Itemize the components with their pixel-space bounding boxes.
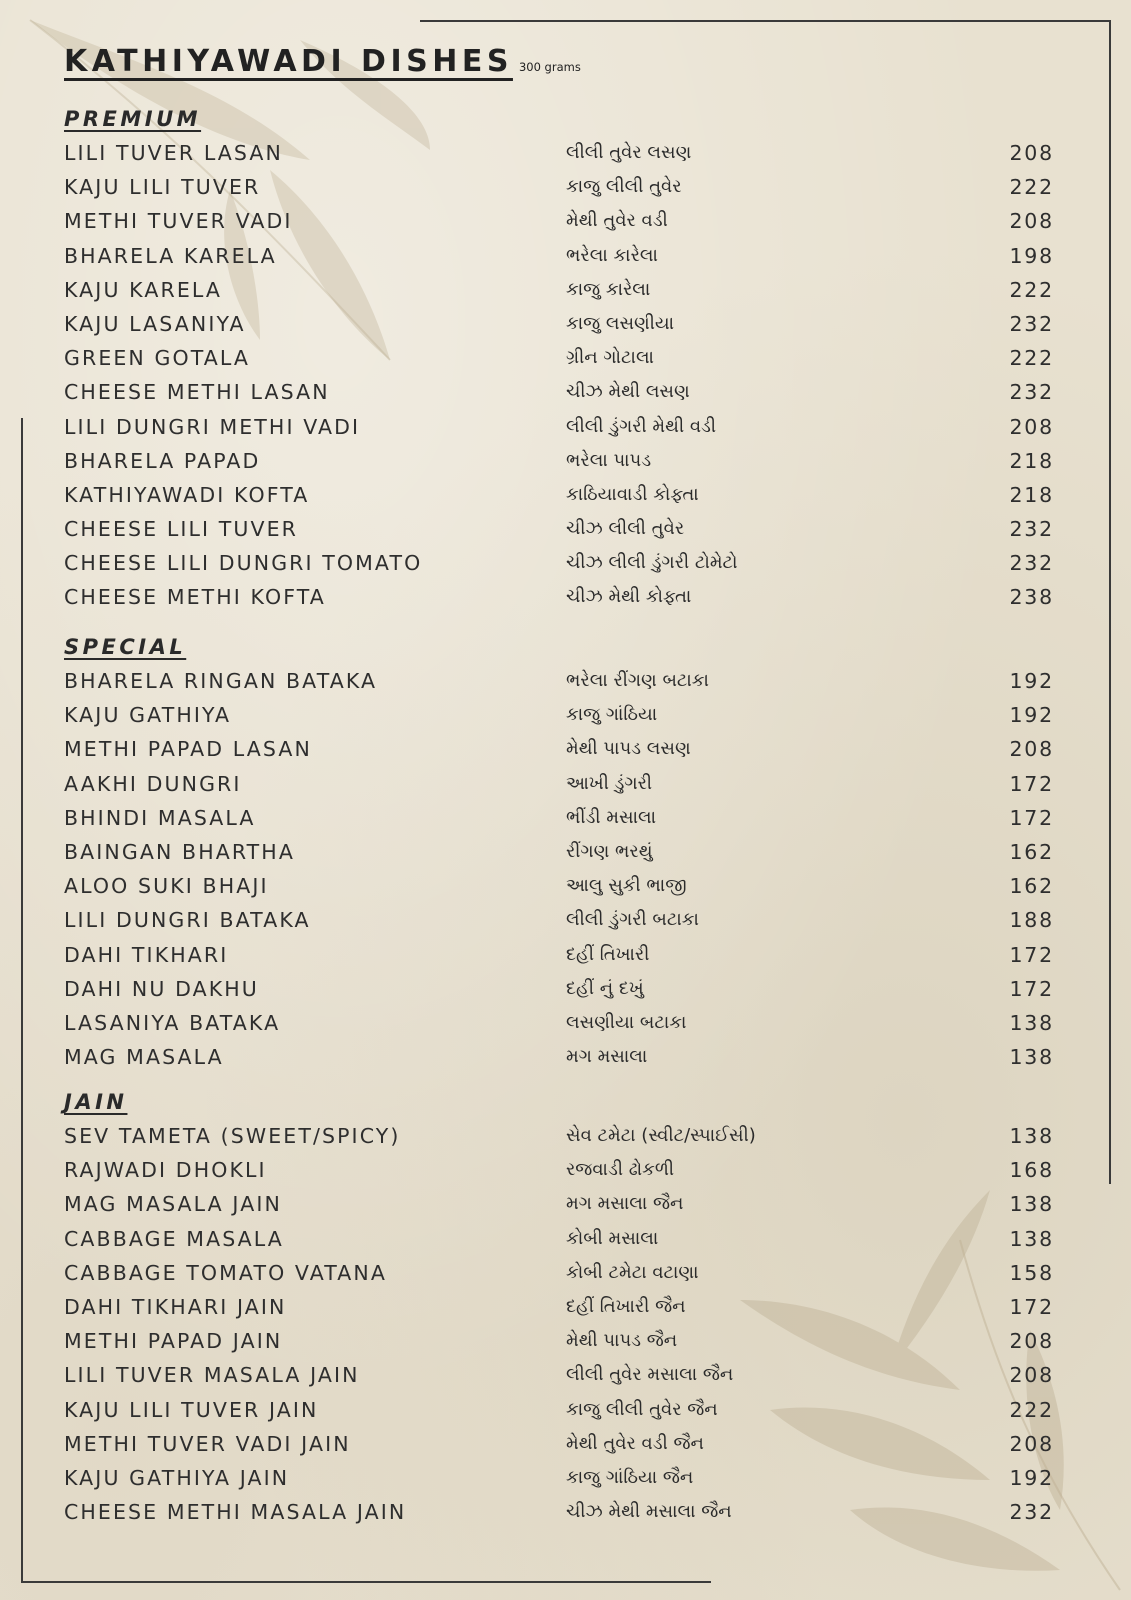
dish-name-gujarati: સેવ ટમેટા (સ્વીટ/સ્પાઈસી)	[566, 1125, 756, 1146]
menu-item-row	[64, 1358, 1054, 1392]
dish-name-gujarati: રજવાડી ઢોકળી	[566, 1159, 675, 1181]
menu-header	[64, 44, 581, 79]
dish-price: 188	[1009, 908, 1054, 933]
dish-name: BAINGAN BHARTHA	[64, 839, 295, 864]
section-title: SPECIAL	[64, 635, 187, 659]
dish-price: 192	[1009, 703, 1054, 728]
dish-price: 208	[1009, 1431, 1054, 1456]
dish-name-gujarati: ગ્રીન ગોટાલા	[566, 347, 654, 369]
frame-line-bottom	[21, 1581, 711, 1583]
dish-name: DAHI TIKHARI	[64, 942, 229, 967]
dish-price: 218	[1009, 482, 1054, 507]
dish-name-gujarati: ચીઝ લીલી ડુંગરી ટોમેટો	[566, 552, 738, 574]
page-title: KATHIYAWADI DISHES	[64, 44, 513, 79]
frame-line-right	[1109, 20, 1111, 1184]
menu-item-row	[64, 307, 1054, 341]
dish-name-gujarati: લસણીયા બટાકા	[566, 1011, 687, 1033]
menu-item-row	[64, 1393, 1054, 1427]
dish-name: KAJU KARELA	[64, 277, 222, 302]
dish-price: 208	[1009, 209, 1054, 234]
menu-item-row	[64, 410, 1054, 444]
dish-price: 238	[1009, 585, 1054, 610]
menu-item-row	[64, 580, 1054, 614]
dish-name: METHI TUVER VADI	[64, 209, 293, 234]
dish-name-gujarati: દહીં તિખારી જૈન	[566, 1295, 686, 1317]
dish-price: 162	[1009, 874, 1054, 899]
section-premium	[64, 102, 1054, 615]
menu-item-row	[64, 869, 1054, 903]
dish-name-gujarati: મગ મસાલા જૈન	[566, 1193, 684, 1215]
dish-name: KAJU LILI TUVER JAIN	[64, 1397, 319, 1422]
dish-price: 208	[1009, 414, 1054, 439]
dish-name-gujarati: ચીઝ મેથી મસાલા જૈન	[566, 1501, 732, 1523]
dish-name-gujarati: કાજુ કારેલા	[566, 278, 651, 300]
dish-price: 172	[1009, 976, 1054, 1001]
menu-item-row	[64, 375, 1054, 409]
dish-price: 208	[1009, 141, 1054, 165]
dish-price: 192	[1009, 669, 1054, 693]
dish-name: METHI PAPAD JAIN	[64, 1329, 283, 1354]
dish-name-gujarati: મેથી તુવેર વડી	[566, 210, 668, 232]
dish-name: KAJU LILI TUVER	[64, 175, 261, 200]
dish-name-gujarati: ચીઝ મેથી લસણ	[566, 381, 690, 403]
dish-name-gujarati: મગ મસાલા	[566, 1046, 648, 1068]
dish-name-gujarati: કાજુ ગાંઠિયા	[566, 704, 658, 726]
menu-item-row	[64, 972, 1054, 1006]
menu-item-row	[64, 1222, 1054, 1256]
dish-price: 198	[1009, 243, 1054, 268]
dish-price: 138	[1009, 1010, 1054, 1035]
dish-name-gujarati: દહીં તિખારી	[566, 943, 650, 965]
dish-name: KATHIYAWADI KOFTA	[64, 482, 310, 507]
dish-name-gujarati: લીલી તુવેર લસણ	[566, 142, 692, 163]
menu-item-row	[64, 1495, 1054, 1529]
section-jain	[64, 1085, 1054, 1529]
menu-item-row	[64, 835, 1054, 869]
menu-item-row	[64, 478, 1054, 512]
dish-name-gujarati: કોબી મસાલા	[566, 1227, 659, 1249]
dish-name: DAHI NU DAKHU	[64, 976, 259, 1001]
dish-name: BHARELA PAPAD	[64, 448, 261, 473]
dish-name-gujarati: ચીઝ લીલી તુવેર	[566, 518, 685, 540]
dish-name-gujarati: કાઠિયાવાડી કોફ્તા	[566, 483, 699, 505]
dish-price: 158	[1009, 1260, 1054, 1285]
menu-item-row	[64, 546, 1054, 580]
menu-item-row	[64, 1461, 1054, 1495]
dish-name: METHI TUVER VADI JAIN	[64, 1431, 351, 1456]
dish-name: MAG MASALA	[64, 1045, 224, 1070]
dish-name: DAHI TIKHARI JAIN	[64, 1294, 287, 1319]
menu-item-row	[64, 170, 1054, 204]
dish-name-gujarati: ભરેલા કારેલા	[566, 244, 658, 266]
dish-name-gujarati: મેથી પાપડ જૈન	[566, 1330, 678, 1352]
dish-name: LILI TUVER MASALA JAIN	[64, 1363, 360, 1388]
dish-name: CABBAGE TOMATO VATANA	[64, 1260, 387, 1285]
dish-name: LILI DUNGRI BATAKA	[64, 908, 311, 933]
dish-price: 222	[1009, 1397, 1054, 1422]
menu-item-row	[64, 204, 1054, 238]
menu-item-row	[64, 1256, 1054, 1290]
dish-name: KAJU LASANIYA	[64, 311, 246, 336]
menu-item-row	[64, 1119, 1054, 1153]
dish-name: CABBAGE MASALA	[64, 1226, 284, 1251]
menu-item-row	[64, 1324, 1054, 1358]
dish-name: CHEESE LILI TUVER	[64, 517, 299, 542]
dish-name-gujarati: કાજુ લીલી તુવેર	[566, 176, 682, 198]
dish-price: 232	[1009, 1500, 1054, 1525]
dish-price: 172	[1009, 771, 1054, 796]
dish-name: LASANIYA BATAKA	[64, 1010, 281, 1035]
dish-name-gujarati: કાજુ લસણીયા	[566, 312, 675, 334]
menu-item-row	[64, 1006, 1054, 1040]
dish-name: BHINDI MASALA	[64, 805, 256, 830]
menu-item-row	[64, 136, 1054, 170]
menu-item-row	[64, 664, 1054, 698]
menu-item-row	[64, 1290, 1054, 1324]
dish-price: 192	[1009, 1465, 1054, 1490]
dish-name: CHEESE LILI DUNGRI TOMATO	[64, 551, 423, 576]
dish-price: 208	[1009, 1329, 1054, 1354]
portion-weight: 300 grams	[518, 60, 581, 74]
dish-price: 138	[1009, 1192, 1054, 1217]
dish-name-gujarati: કોબી ટમેટા વટાણા	[566, 1261, 699, 1283]
dish-name-gujarati: ભરેલા પાપડ	[566, 449, 652, 471]
dish-name: KAJU GATHIYA JAIN	[64, 1465, 290, 1490]
dish-price: 232	[1009, 311, 1054, 336]
menu-item-row	[64, 273, 1054, 307]
dish-price: 232	[1009, 380, 1054, 405]
dish-price: 172	[1009, 942, 1054, 967]
dish-name: SEV TAMETA (SWEET/SPICY)	[64, 1124, 401, 1148]
dish-name: METHI PAPAD LASAN	[64, 737, 312, 762]
menu-item-row	[64, 444, 1054, 478]
menu-item-row	[64, 1040, 1054, 1074]
menu-item-row	[64, 1153, 1054, 1187]
section-title: JAIN	[64, 1090, 128, 1114]
frame-line-top	[420, 20, 1110, 22]
menu-item-row	[64, 903, 1054, 937]
dish-price: 172	[1009, 1294, 1054, 1319]
frame-line-left	[21, 418, 23, 1582]
dish-price: 208	[1009, 737, 1054, 762]
dish-price: 222	[1009, 346, 1054, 371]
dish-name: RAJWADI DHOKLI	[64, 1158, 267, 1183]
menu-item-row	[64, 341, 1054, 375]
dish-price: 232	[1009, 551, 1054, 576]
menu-item-row	[64, 767, 1054, 801]
dish-name-gujarati: મેથી પાપડ લસણ	[566, 738, 691, 760]
dish-name-gujarati: આખી ડુંગરી	[566, 772, 653, 794]
dish-price: 222	[1009, 277, 1054, 302]
dish-name: ALOO SUKI BHAJI	[64, 874, 269, 899]
dish-name: KAJU GATHIYA	[64, 703, 232, 728]
dish-name: CHEESE METHI LASAN	[64, 380, 330, 405]
dish-name: MAG MASALA JAIN	[64, 1192, 282, 1217]
dish-name: LILI TUVER LASAN	[64, 141, 283, 165]
dish-name-gujarati: લીલી ડુંગરી મેથી વડી	[566, 415, 717, 437]
dish-name: BHARELA KARELA	[64, 243, 277, 268]
menu-item-row	[64, 512, 1054, 546]
dish-name: BHARELA RINGAN BATAKA	[64, 669, 378, 693]
dish-name-gujarati: આલુ સુકી ભાજી	[566, 875, 687, 897]
dish-name-gujarati: મેથી તુવેર વડી જૈન	[566, 1432, 704, 1454]
dish-price: 208	[1009, 1363, 1054, 1388]
dish-price: 172	[1009, 805, 1054, 830]
dish-name-gujarati: ભીંડી મસાલા	[566, 806, 657, 828]
dish-name: CHEESE METHI MASALA JAIN	[64, 1500, 407, 1525]
dish-price: 168	[1009, 1158, 1054, 1183]
dish-price: 138	[1009, 1124, 1054, 1148]
dish-name: AAKHI DUNGRI	[64, 771, 242, 796]
dish-name: GREEN GOTALA	[64, 346, 250, 371]
dish-name-gujarati: કાજુ લીલી તુવેર જૈન	[566, 1398, 718, 1420]
menu-item-row	[64, 1187, 1054, 1221]
dish-name-gujarati: કાજુ ગાંઠિયા જૈન	[566, 1466, 694, 1488]
dish-name-gujarati: દહીં નું દખું	[566, 977, 644, 999]
menu-item-row	[64, 732, 1054, 766]
menu-item-row	[64, 239, 1054, 273]
section-special	[64, 630, 1054, 1074]
dish-name-gujarati: લીલી ડુંગરી બટાકા	[566, 909, 699, 931]
dish-name-gujarati: ભરેલા રીંગણ બટાકા	[566, 670, 709, 691]
dish-name: LILI DUNGRI METHI VADI	[64, 414, 361, 439]
menu-item-row	[64, 938, 1054, 972]
section-title: PREMIUM	[64, 107, 202, 131]
dish-price: 162	[1009, 839, 1054, 864]
dish-price: 218	[1009, 448, 1054, 473]
dish-name: CHEESE METHI KOFTA	[64, 585, 326, 610]
dish-price: 138	[1009, 1226, 1054, 1251]
dish-name-gujarati: રીંગણ ભરથું	[566, 840, 653, 862]
dish-name-gujarati: લીલી તુવેર મસાલા જૈન	[566, 1364, 734, 1386]
dish-price: 222	[1009, 175, 1054, 200]
menu-item-row	[64, 698, 1054, 732]
dish-price: 232	[1009, 517, 1054, 542]
dish-name-gujarati: ચીઝ મેથી કોફ્તા	[566, 586, 692, 608]
dish-price: 138	[1009, 1045, 1054, 1070]
menu-item-row	[64, 1427, 1054, 1461]
menu-item-row	[64, 801, 1054, 835]
